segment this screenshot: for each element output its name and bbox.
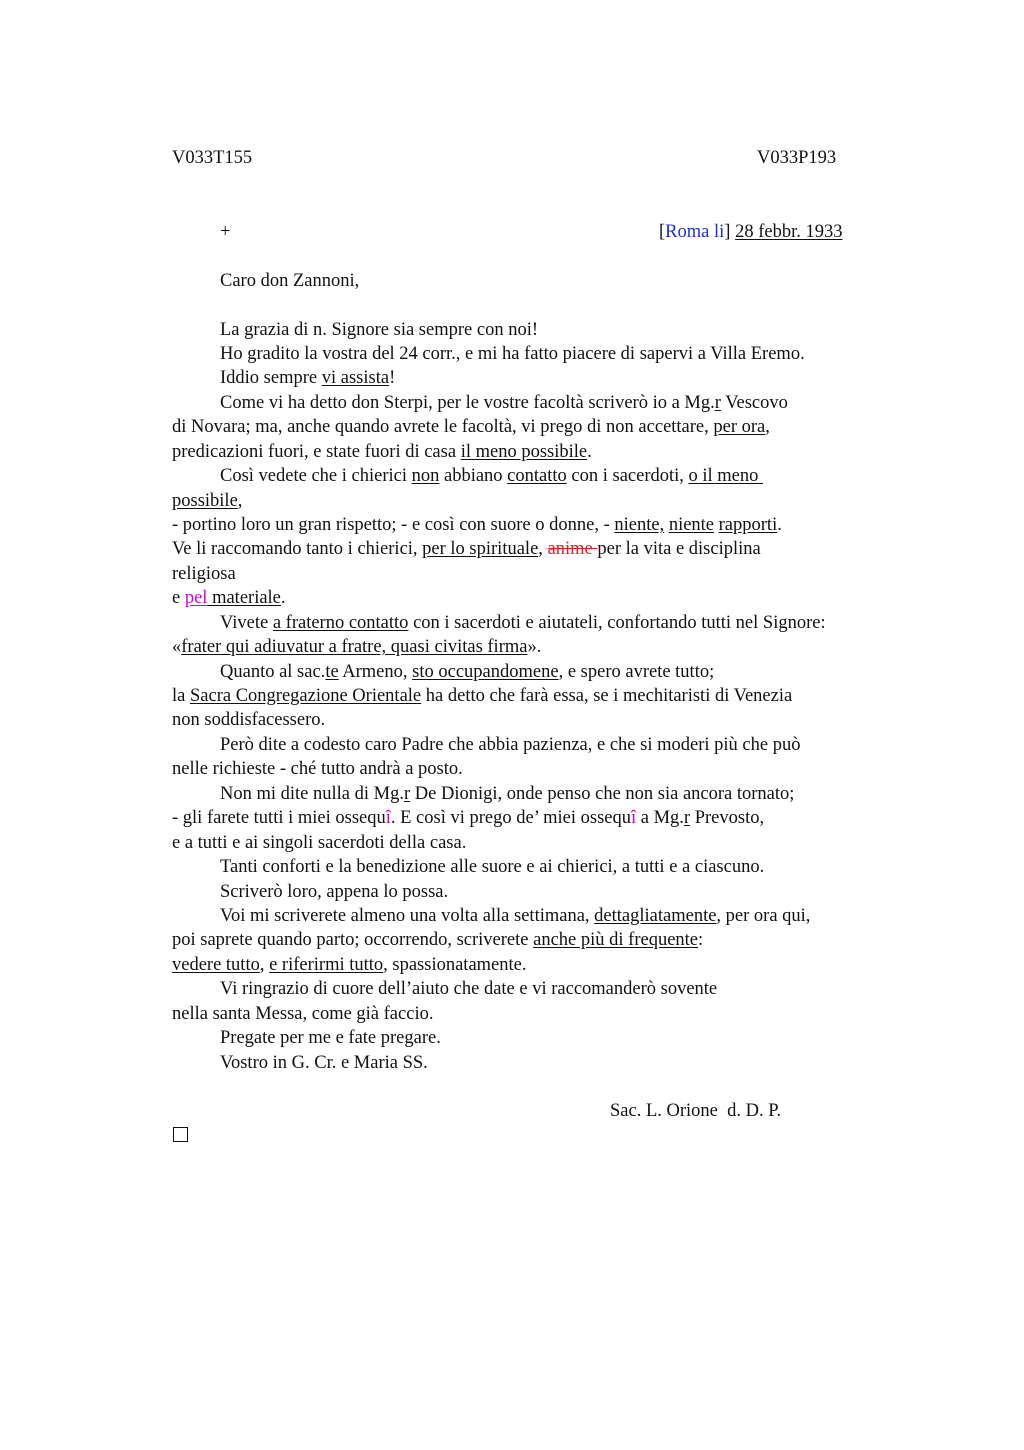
body-line: vedere tutto, e riferirmi tutto, spassionatamente. (172, 955, 527, 975)
end-marker-square (173, 1127, 188, 1142)
body-line: La grazia di n. Signore sia sempre con noi! (220, 320, 538, 340)
body-line: Voi mi scriverete almeno una volta alla settimana, dettagliatamente, per ora qui, (220, 906, 811, 926)
body-line: religiosa (172, 564, 236, 584)
date-place: Roma li (665, 222, 725, 242)
cross-mark: + (220, 222, 231, 242)
body-line: di Novara; ma, anche quando avrete le facoltà, vi prego di non accettare, per ora, (172, 417, 770, 437)
body-line: possibile, (172, 491, 243, 511)
body-line: Pregate per me e fate pregare. (220, 1028, 441, 1048)
body-line: Ve li raccomando tanto i chierici, per lo spirituale, anime per la vita e disciplina (172, 539, 761, 559)
body-line: Tanti conforti e la benedizione alle suore e ai chierici, a tutti e a ciascuno. (220, 857, 765, 877)
body-line: Come vi ha detto don Sterpi, per le vostre facoltà scriverò io a Mg.r Vescovo (220, 393, 788, 413)
date-value: 28 febbr. 1933 (735, 222, 843, 242)
deleted-word: anime (547, 539, 598, 559)
body-line: Ho gradito la vostra del 24 corr., e mi ha fatto piacere di sapervi a Villa Eremo. (220, 344, 805, 364)
body-line: - gli farete tutti i miei ossequî. E così vi prego de’ miei ossequî a Mg.r Prevosto, (172, 808, 765, 828)
document-code-left: V033T155 (172, 148, 253, 168)
body-line: Vi ringrazio di cuore dell’aiuto che date e vi raccomanderò sovente (220, 979, 718, 999)
letter-date: [Roma li] 28 febbr. 1933 (659, 222, 843, 242)
closing-line: Vostro in G. Cr. e Maria SS. (220, 1053, 428, 1073)
body-line: Scriverò loro, appena lo possa. (220, 882, 449, 902)
inserted-word: pel (184, 588, 208, 608)
body-line: Vivete a fraterno contatto con i sacerdoti e aiutateli, confortando tutti nel Signore: (220, 613, 826, 633)
body-line: «frater qui adiuvatur a fratre, quasi civitas firma». (172, 637, 542, 657)
body-line: nelle richieste - ché tutto andrà a posto. (172, 759, 463, 779)
body-line: Quanto al sac.te Armeno, sto occupandomene, e spero avrete tutto; (220, 662, 715, 682)
body-line: non soddisfacessero. (172, 710, 326, 730)
body-line: e pel materiale. (172, 588, 286, 608)
salutation: Caro don Zannoni, (220, 271, 360, 291)
body-line: la Sacra Congregazione Orientale ha detto che farà essa, se i mechitaristi di Venezia (172, 686, 793, 706)
body-line: - portino loro un gran rispetto; - e così con suore o donne, - niente, niente rapporti. (172, 515, 782, 535)
signature: Sac. L. Orione d. D. P. (610, 1101, 782, 1121)
body-line: Però dite a codesto caro Padre che abbia pazienza, e che si moderi più che può (220, 735, 801, 755)
body-line: nella santa Messa, come già faccio. (172, 1004, 434, 1024)
body-line: e a tutti e ai singoli sacerdoti della casa. (172, 833, 467, 853)
body-line: Iddio sempre vi assista! (220, 368, 396, 388)
document-code-right: V033P193 (757, 148, 837, 168)
body-line: Non mi dite nulla di Mg.r De Dionigi, onde penso che non sia ancora tornato; (220, 784, 795, 804)
body-line: poi saprete quando parto; occorrendo, scriverete anche più di frequente: (172, 930, 704, 950)
body-line: Così vedete che i chierici non abbiano contatto con i sacerdoti, o il meno (220, 466, 764, 486)
body-line: predicazioni fuori, e state fuori di casa il meno possibile. (172, 442, 592, 462)
